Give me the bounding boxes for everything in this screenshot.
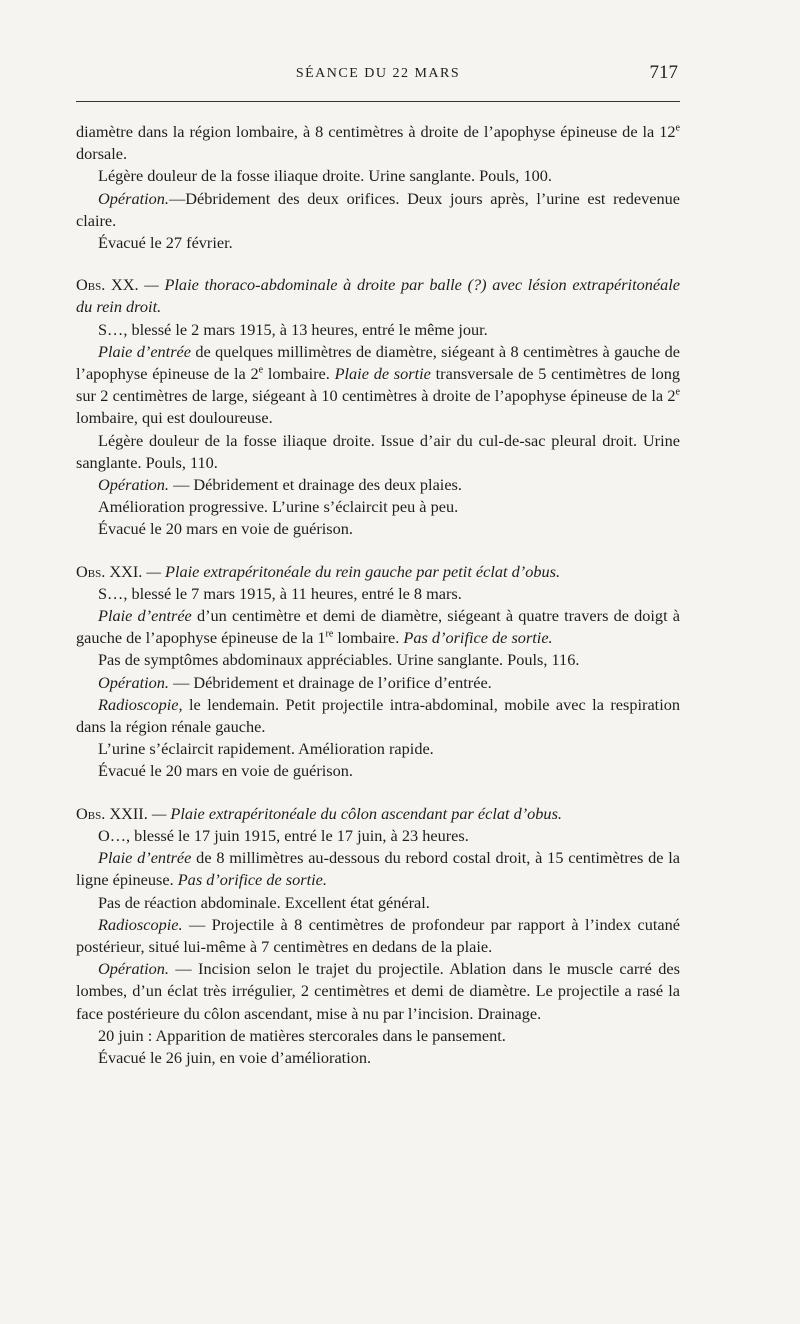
page-number: 717 xyxy=(649,62,678,83)
paragraph: S…, blessé le 7 mars 1915, à 11 heures, entré le 8 mars. xyxy=(98,583,462,603)
paragraph: Plaie d’entrée d’un centimètre et demi de diamètre, siégeant à quatre travers de doigt à gauche de l’apophyse épineuse de la 1re lombaire. Pas d’orifice de sortie. xyxy=(76,606,681,648)
observation-heading: Obs. XXI. — Plaie extrapéritonéale du rein gauche par petit éclat d’obus. xyxy=(76,561,561,581)
paragraph: Évacué le 20 mars en voie de guérison. xyxy=(98,761,353,781)
paragraph: Évacué le 26 juin, en voie d’amélioration. xyxy=(98,1047,372,1067)
paragraph: Plaie d’entrée de 8 millimètres au-dessous du rebord costal droit, à 15 centimètres de la ligne épineuse. Pas d’orifice de sortie. xyxy=(76,848,680,890)
paragraph: Pas de symptômes abdominaux appréciables. Urine sanglante. Pouls, 116. xyxy=(98,650,580,670)
observation-heading: Obs. XXII. — Plaie extrapéritonéale du côlon ascendant par éclat d’obus. xyxy=(76,803,562,823)
running-title: SÉANCE DU 22 MARS xyxy=(295,66,461,81)
paragraph: Opération. — Incision selon le trajet du projectile. Ablation dans le muscle carré des lombes, d’un éclat très irrégulier, 2 centimètres et demi de diamètre. Le projectile a rasé la face postérieure du côlon ascendant, mise à nu par l’incision. Drainage. xyxy=(76,959,680,1023)
paragraph: S…, blessé le 2 mars 1915, à 13 heures, entré le même jour. xyxy=(98,319,488,339)
paragraph: Amélioration progressive. L’urine s’éclaircit peu à peu. xyxy=(98,497,459,517)
paragraph: Opération. — Débridement et drainage de l’orifice d’entrée. xyxy=(98,672,492,692)
observation-heading: Obs. XX. — Plaie thoraco-abdominale à droite par balle (?) avec lésion extrapéritonéale du rein droit. xyxy=(76,275,680,317)
paragraph: Pas de réaction abdominale. Excellent état général. xyxy=(98,892,430,912)
paragraph: Légère douleur de la fosse iliaque droite. Issue d’air du cul-de-sac pleural droit. Urine sanglante. Pouls, 110. xyxy=(76,430,680,472)
paragraph: Évacué le 20 mars en voie de guérison. xyxy=(98,519,353,539)
paragraph: Légère douleur de la fosse iliaque droite. Urine sanglante. Pouls, 100. xyxy=(98,166,552,186)
paragraph: Opération.—Débridement des deux orifices. Deux jours après, l’urine est redevenue claire. xyxy=(76,188,680,230)
paragraph: Radioscopie. — Projectile à 8 centimètres de profondeur par rapport à l’index cutané postérieur, situé lui-même à 7 centimètres en dedans de la plaie. xyxy=(76,914,680,956)
paragraph: Opération. — Débridement et drainage des deux plaies. xyxy=(98,475,462,495)
continuation-paragraph: diamètre dans la région lombaire, à 8 centimètres à droite de l’apophyse épineuse de la 12e dorsale. xyxy=(76,122,680,164)
paragraph: Plaie d’entrée de quelques millimètres de diamètre, siégeant à 8 centimètres à gauche de l’apophyse épineuse de la 2e lombaire. Plaie de sortie transversale de 5 centimètres de long sur 2 centimètres de large, siégeant à 10 centimètres à droite de l’apophyse épineuse de la 2e lombaire, qui est douloureuse. xyxy=(76,341,681,428)
header-rule xyxy=(76,101,680,102)
paragraph: Évacué le 27 février. xyxy=(98,233,233,253)
paragraph: 20 juin : Apparition de matières stercorales dans le pansement. xyxy=(98,1025,506,1045)
paragraph: L’urine s’éclaircit rapidement. Amélioration rapide. xyxy=(98,739,434,759)
page-header xyxy=(76,62,680,92)
paragraph: Radioscopie, le lendemain. Petit projectile intra-abdominal, mobile avec la respiration dans la région rénale gauche. xyxy=(76,694,680,737)
paragraph: O…, blessé le 17 juin 1915, entré le 17 juin, à 23 heures. xyxy=(98,825,469,845)
page-body xyxy=(76,121,680,1069)
